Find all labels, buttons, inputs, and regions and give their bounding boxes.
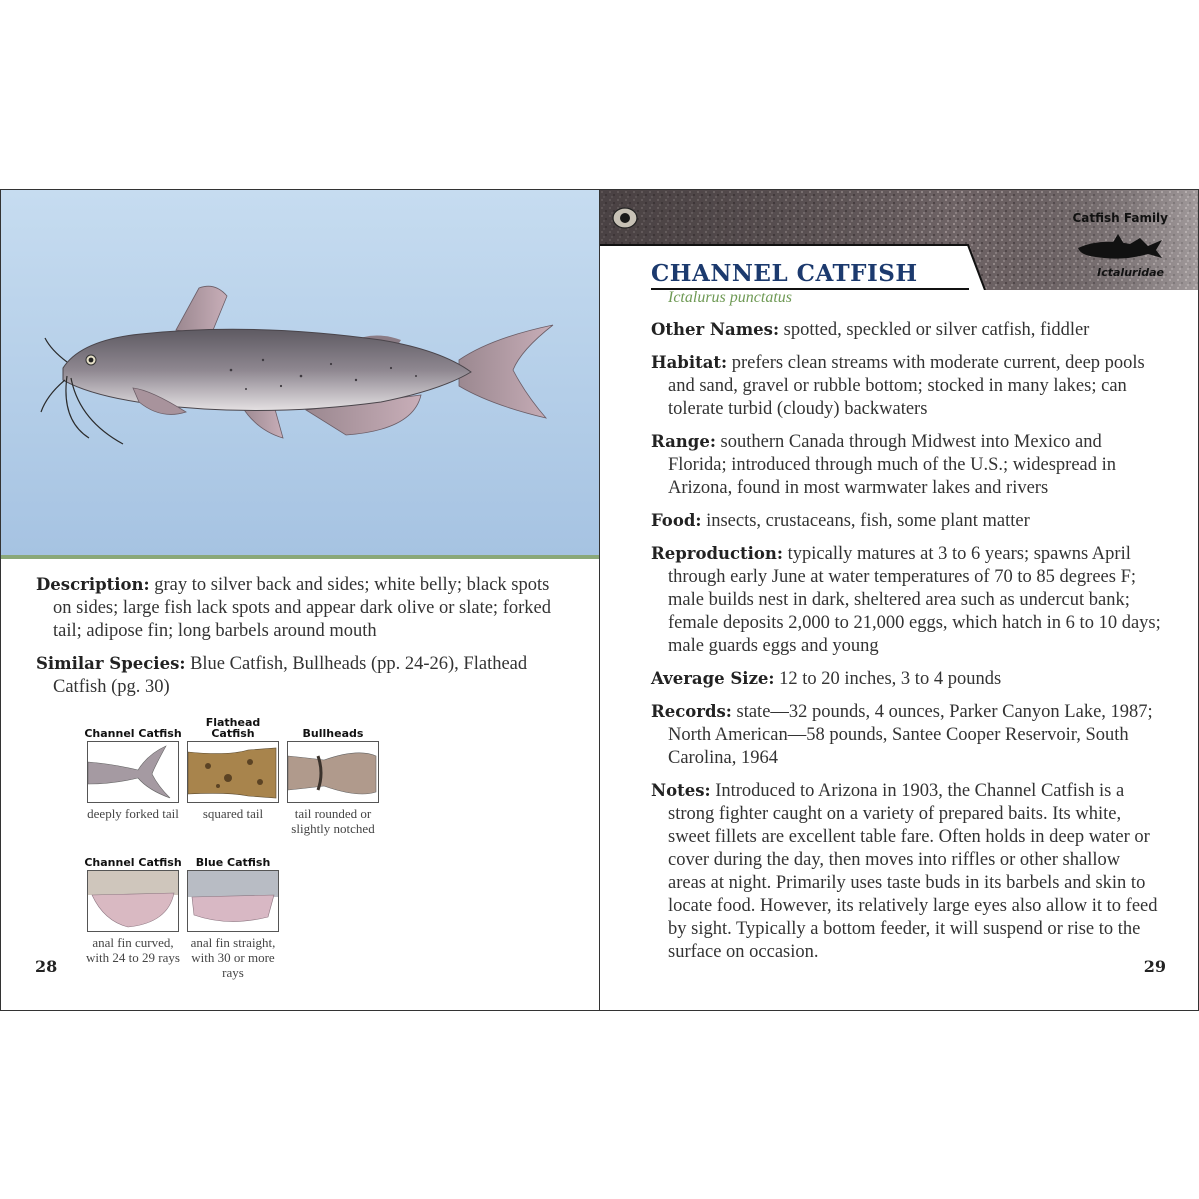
- detail-label: Reproduction:: [651, 544, 784, 563]
- channel-catfish-image: [1, 190, 599, 555]
- right-page: [600, 190, 1198, 1010]
- detail-label: Habitat:: [651, 353, 728, 372]
- thumb-title: Channel Catfish: [84, 727, 182, 740]
- thumb-channel-anal-fin: [83, 844, 183, 965]
- family-latin-name: Ictaluridae: [1097, 266, 1164, 279]
- detail-label: Food:: [651, 511, 702, 530]
- family-name: Catfish Family: [1072, 211, 1168, 225]
- detail-text: state—32 pounds, 4 ounces, Parker Canyon Lake, 1987; North American—58 pounds, Santee Cooper Reservoir, South Carolina, 1964: [668, 702, 1153, 768]
- detail-text: insects, crustaceans, fish, some plant matter: [706, 511, 1030, 531]
- detail-label: Records:: [651, 702, 732, 721]
- detail-text: 12 to 20 inches, 3 to 4 pounds: [779, 669, 1002, 689]
- species-details: [651, 318, 1161, 973]
- detail-label: Range:: [651, 432, 716, 451]
- detail-other-names: [651, 318, 1161, 342]
- detail-label: Notes:: [651, 781, 711, 800]
- detail-average-size: [651, 667, 1161, 691]
- thumb-bullhead-tail: [283, 715, 383, 836]
- similar-species-label: Similar Species:: [36, 654, 186, 673]
- thumb-title: Bullheads: [302, 727, 364, 740]
- channel-anal-fin-image: [87, 870, 179, 932]
- thumb-caption: anal fin curved, with 24 to 29 rays: [86, 935, 180, 965]
- catfish-illustration: [1, 190, 599, 555]
- thumb-channel-tail: [83, 715, 183, 821]
- page-number-left: 28: [35, 957, 58, 976]
- thumb-title: Blue Catfish: [195, 856, 271, 869]
- comparison-thumbnails: [83, 715, 383, 985]
- detail-text: southern Canada through Midwest into Mexico and Florida; introduced through much of the U.S.; widespread in Arizona, found in most warmwater lakes and rivers: [668, 432, 1117, 498]
- left-page: [1, 190, 600, 1010]
- thumb-flathead-tail: [183, 715, 283, 821]
- channel-tail-image: [87, 741, 179, 803]
- book-spread: [0, 189, 1199, 1011]
- description-label: Description:: [36, 575, 150, 594]
- description-text: gray to silver back and sides; white belly; black spots on sides; large fish lack spots and appear dark olive or slate; forked tail; adipose fin; long barbels around mouth: [53, 575, 551, 641]
- detail-notes: [651, 779, 1161, 964]
- hero-divider: [1, 555, 599, 559]
- thumb-caption: deeply forked tail: [87, 806, 179, 821]
- description-paragraph: [36, 573, 566, 643]
- detail-text: spotted, speckled or silver catfish, fiddler: [783, 320, 1090, 340]
- thumb-caption: anal fin straight, with 30 or more rays: [190, 935, 276, 980]
- detail-label: Average Size:: [651, 669, 775, 688]
- detail-text: typically matures at 3 to 6 years; spawns April through early June at water temperatures of 70 to 85 degrees F; male builds nest in dark, sheltered area such as undercut bank; female deposits 2,000 to 21,000 eggs, which hatch in 6 to 10 days; male guards eggs and young: [668, 544, 1161, 656]
- species-title: CHANNEL CATFISH: [651, 260, 918, 287]
- blue-anal-fin-image: [187, 870, 279, 932]
- detail-records: [651, 700, 1161, 770]
- detail-range: [651, 430, 1161, 500]
- scientific-name: Ictalurus punctatus: [668, 289, 792, 306]
- similar-species-text: Blue Catfish, Bullheads (pp. 24-26), Flathead Catfish (pg. 30): [53, 654, 528, 697]
- similar-species-paragraph: [36, 652, 566, 699]
- detail-text: prefers clean streams with moderate current, deep pools and sand, gravel or rubble bottom; stocked in many lakes; can tolerate turbid (cloudy) backwaters: [668, 353, 1145, 419]
- detail-text: Introduced to Arizona in 1903, the Channel Catfish is a strong fighter caught on a variety of prepared baits. Its white, sweet fillets are excellent table fare. Often holds in deep water or cover during the day, then moves into riffles or other shallow areas at night. Primarily uses taste buds in its barbels and skin to locate food. However, its relatively large eyes also allow it to feed by sight. Typically a bottom feeder, it will suspend or rise to the surface on occasion.: [668, 781, 1158, 962]
- detail-food: [651, 509, 1161, 533]
- flathead-tail-image: [187, 741, 279, 803]
- thumb-caption: tail rounded or slightly notched: [291, 806, 375, 836]
- thumb-title: Flathead Catfish: [205, 716, 261, 740]
- thumb-title: Channel Catfish: [84, 856, 182, 869]
- thumb-blue-anal-fin: [183, 844, 283, 980]
- detail-reproduction: [651, 542, 1161, 658]
- thumb-caption: squared tail: [202, 806, 264, 821]
- detail-label: Other Names:: [651, 320, 780, 339]
- page-number-right: 29: [1143, 957, 1166, 976]
- detail-habitat: [651, 351, 1161, 421]
- bullhead-tail-image: [287, 741, 379, 803]
